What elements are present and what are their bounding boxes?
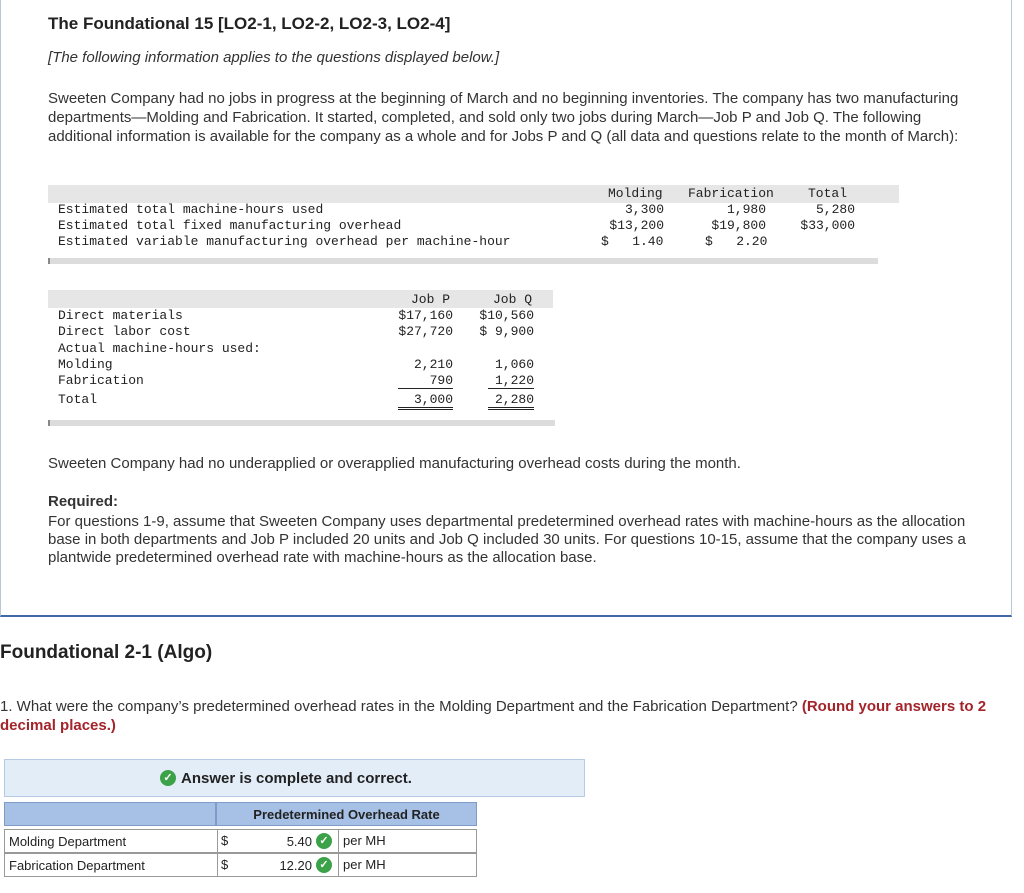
intro-paragraph: Sweeten Company had no jobs in progress at the beginning of March and no beginning inventories. The company has two manufacturing departments—Molding and Fabrication. It started, completed, and sold only two jobs during March—Job P and Job Q. The following additional information is available for the company as a whole and for Jobs P and Q (all data and questions relate to the month of March):	[48, 90, 959, 145]
currency-symbol: $	[217, 854, 228, 876]
answer-row-molding	[4, 829, 477, 853]
row-label: Actual machine-hours used:	[58, 341, 261, 356]
unit-label: per MH	[338, 830, 386, 852]
overhead-note: Sweeten Company had no underapplied or overapplied manufacturing overhead costs during the month.	[48, 455, 741, 472]
row-label: Estimated total fixed manufacturing overhead	[58, 218, 402, 233]
cell-fabrication: 1,980	[726, 202, 766, 217]
cell-molding: $13,200	[609, 218, 664, 233]
row-label: Total	[58, 392, 98, 407]
rate-input-molding[interactable]: 5.40	[286, 834, 312, 849]
row-label: Estimated variable manufacturing overhead per machine-hour	[58, 234, 511, 249]
currency-symbol: $	[217, 830, 228, 852]
table-header-band	[48, 290, 391, 308]
cell-job-p: 3,000	[398, 392, 453, 410]
col-header-job-q: Job Q	[493, 292, 533, 307]
check-circle-icon: ✓	[160, 770, 176, 786]
col-header-total: Total	[808, 186, 848, 201]
cell-job-p: 790	[398, 373, 453, 389]
cell-job-q: $10,560	[479, 308, 534, 323]
row-label: Direct labor cost	[58, 324, 191, 339]
row-label: Fabrication	[58, 373, 144, 388]
row-label: Molding Department	[9, 834, 127, 849]
estimates-table	[48, 185, 876, 267]
cell-total: $33,000	[800, 218, 855, 233]
table-divider	[48, 420, 555, 426]
cell-job-q: $ 9,900	[479, 324, 534, 339]
unit-label: per MH	[338, 854, 386, 876]
check-circle-icon: ✓	[316, 857, 332, 873]
cell-job-q: 2,280	[488, 392, 534, 410]
row-label: Fabrication Department	[9, 858, 145, 873]
cell-job-q: 1,060	[494, 357, 534, 372]
required-heading: Required:	[48, 493, 119, 510]
table-divider	[48, 258, 878, 264]
answer-table-header-blank	[4, 802, 216, 826]
cell-job-q: 1,220	[488, 373, 534, 389]
problem-subtitle: [The following information applies to the questions displayed below.]	[48, 49, 500, 66]
cell-molding: $ 1.40	[601, 234, 664, 249]
check-circle-icon: ✓	[316, 833, 332, 849]
col-header-molding: Molding	[608, 186, 663, 201]
row-label: Direct materials	[58, 308, 183, 323]
row-label: Estimated total machine-hours used	[58, 202, 324, 217]
cell-molding: 3,300	[624, 202, 664, 217]
col-header-job-p: Job P	[411, 292, 451, 307]
cell-fabrication: $19,800	[711, 218, 766, 233]
question-hint: (Round your answers to 2 decimal places.)	[0, 698, 987, 734]
answer-table-header: Predetermined Overhead Rate	[216, 802, 477, 826]
row-label: Molding	[58, 357, 113, 372]
col-header-fabrication: Fabrication	[688, 186, 774, 201]
cell-job-p: 2,210	[413, 357, 453, 372]
rate-input-fabrication[interactable]: 12.20	[279, 858, 312, 873]
answer-status-banner	[4, 759, 585, 797]
answer-status-text: Answer is complete and correct.	[181, 770, 412, 787]
question-body: 1. What were the company’s predetermined overhead rates in the Molding Department and the Fabrication Department?	[0, 698, 798, 715]
cell-job-p: $27,720	[398, 324, 453, 339]
foundational-title: Foundational 2-1 (Algo)	[0, 642, 213, 663]
problem-title: The Foundational 15 [LO2-1, LO2-2, LO2-3, LO2-4]	[48, 14, 451, 33]
cell-job-p: $17,160	[398, 308, 453, 323]
jobs-table	[48, 290, 553, 430]
cell-total: 5,280	[815, 202, 855, 217]
answer-row-fabrication	[4, 853, 477, 877]
answer-table	[4, 802, 477, 877]
table-header-band	[48, 185, 600, 203]
required-text: For questions 1-9, assume that Sweeten Company uses departmental predetermined overhead rates with machine-hours as the allocation base in both departments and Job P included 20 units and Job Q included 30 units. For questions 10-15, assume that the company uses a plantwide predetermined overhead rate with machine-hours as the allocation base.	[48, 513, 966, 566]
question-text	[0, 697, 1010, 735]
cell-fabrication: $ 2.20	[705, 234, 768, 249]
